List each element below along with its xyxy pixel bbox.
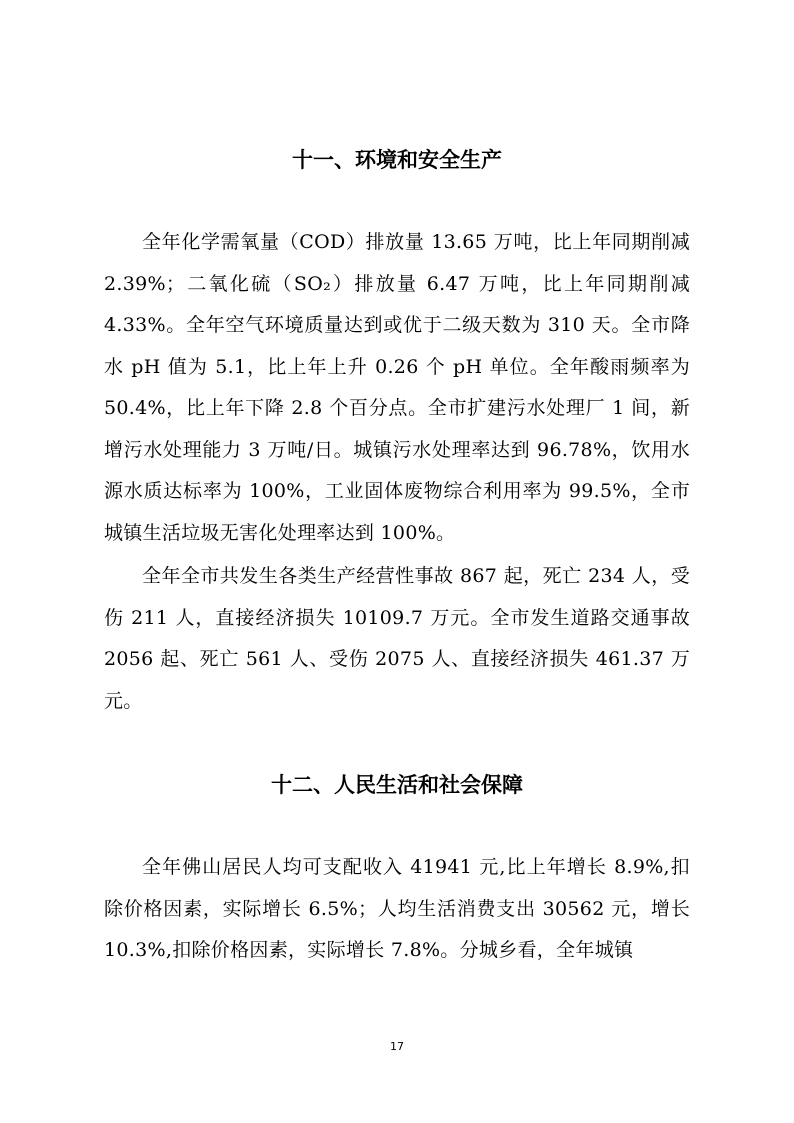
section-heading-environment-safety: 十一、环境和安全生产 <box>292 148 502 172</box>
paragraph-safety-accidents: 全年全市共发生各类生产经营性事故 867 起，死亡 234 人，受伤 211 人，直接经济损失 10109.7 万元。全市发生道路交通事故 2056 起、死亡 561 人、受伤 2075 人、直接经济损失 461.37 万元。 <box>104 565 690 712</box>
page-number: 17 <box>390 1040 404 1053</box>
section-heading-living-social-security: 十二、人民生活和社会保障 <box>271 773 523 797</box>
paragraph-resident-income: 全年佛山居民人均可支配收入 41941 元,比上年增长 8.9%,扣除价格因素，实际增长 6.5%；人均生活消费支出 30562 元，增长 10.3%,扣除价格因素，实际增长 7.8%。分城乡看，全年城镇 <box>104 856 690 961</box>
paragraph-environment: 全年化学需氧量（COD）排放量 13.65 万吨，比上年同期削减 2.39%；二氧化硫（SO₂）排放量 6.47 万吨，比上年同期削减 4.33%。全年空气环境质量达到或优于二级天数为 310 天。全市降水 pH 值为 5.1，比上年上升 0.26 个 pH 单位。全年酸雨频率为 50.4%，比上年下降 2.8 个百分点。全市扩建污水处理厂 1 间，新增污水处理能力 3 万吨/日。城镇污水处理率达到 96.78%，饮用水源水质达标率为 100%，工业固体废物综合利用率为 99.5%，全市城镇生活垃圾无害化处理率达到 100%。 <box>104 231 690 544</box>
